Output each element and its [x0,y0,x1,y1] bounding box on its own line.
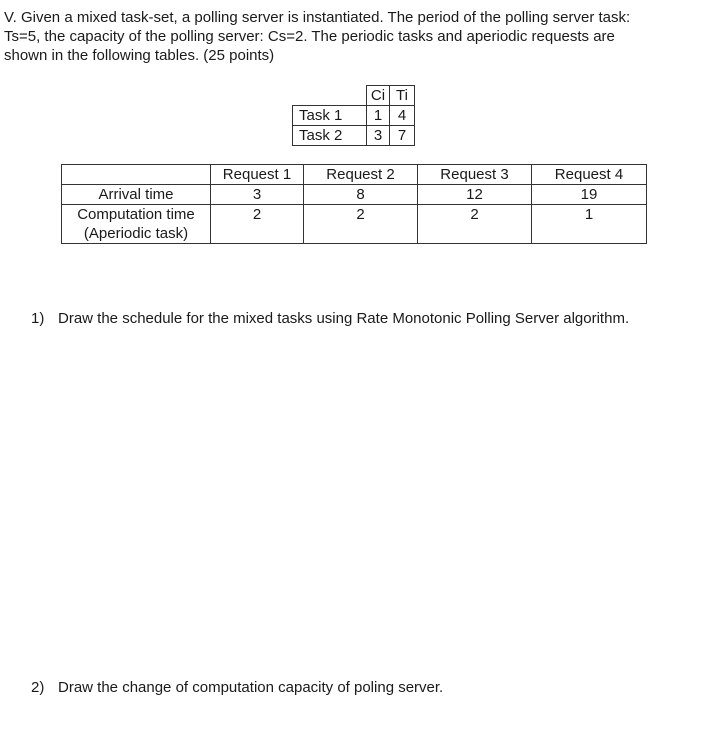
computation-time-value: 2 [418,205,532,244]
computation-time-value: 2 [304,205,418,244]
question-2 [31,679,443,696]
request-table-corner [62,165,211,185]
problem-statement-line-2: Ts=5, the capacity of the polling server: Cs=2. The periodic tasks and aperiodic requests are [4,28,615,45]
aperiodic-request-table [61,164,647,244]
question-number: 1) [31,310,45,327]
request-header: Request 4 [532,165,647,185]
question-1 [31,310,629,327]
request-header: Request 2 [304,165,418,185]
arrival-time-label: Arrival time [62,185,211,205]
task-ti: 4 [390,106,415,126]
computation-time-label-line-2: (Aperiodic task) [83,225,189,242]
arrival-time-value: 8 [304,185,418,205]
table-row [293,126,415,146]
task-name: Task 2 [293,126,367,146]
task-name: Task 1 [293,106,367,126]
request-header: Request 3 [418,165,532,185]
task-table-header-row [293,86,415,106]
problem-statement [4,8,716,65]
task-table-header-ti: Ti [390,86,415,106]
problem-statement-line-3: shown in the following tables. (25 points) [4,47,275,64]
question-number: 2) [31,679,45,696]
task-table-header-ci: Ci [367,86,390,106]
question-text: Draw the schedule for the mixed tasks using Rate Monotonic Polling Server algorithm. [58,310,630,327]
computation-time-value: 1 [532,205,647,244]
task-ti: 7 [390,126,415,146]
arrival-time-value: 12 [418,185,532,205]
computation-time-label-line-1: Computation time [77,206,195,223]
computation-time-value: 2 [211,205,304,244]
arrival-time-row [62,185,647,205]
task-ci: 1 [367,106,390,126]
computation-time-label [62,205,211,244]
request-header: Request 1 [211,165,304,185]
arrival-time-value: 3 [211,185,304,205]
task-table-corner [293,86,367,106]
problem-statement-line-1: V. Given a mixed task-set, a polling server is instantiated. The period of the polling server task: [4,9,631,26]
arrival-time-value: 19 [532,185,647,205]
request-table-header-row [62,165,647,185]
task-ci: 3 [367,126,390,146]
table-row [293,106,415,126]
periodic-task-table [292,85,415,146]
question-text: Draw the change of computation capacity of poling server. [58,679,444,696]
computation-time-row [62,205,647,244]
